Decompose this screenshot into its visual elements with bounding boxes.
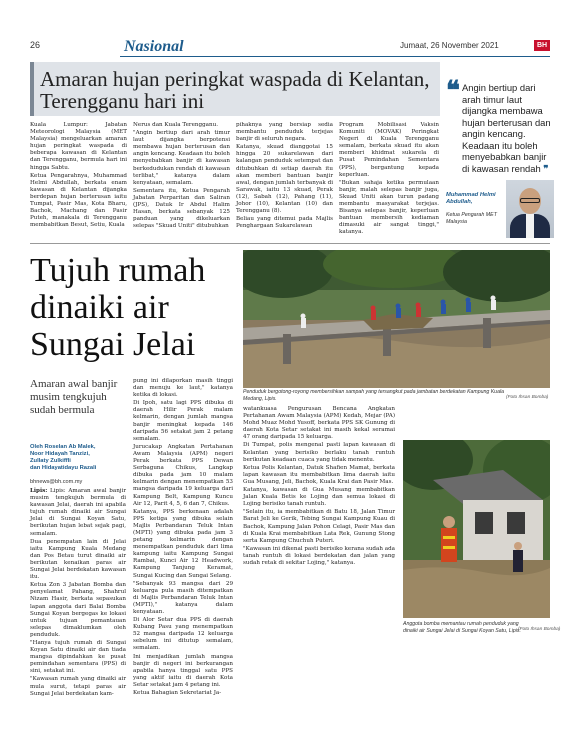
photo2-caption: Anggota bomba memantau rumah penduduk yang dinaiki air Sungai Jelai di Sungai Koyan Satu, Lipis. [403,621,521,634]
paragraph: Beliau yang ditemui pada Majlis Penghargaan Sukarelawan [236,216,333,230]
section-title: Nasional [124,38,184,55]
lead-text: Lipis: Amaran awal banjir musim tengkujuh bermula di kawasan Jelai, daerah ini apabila tujuh rumah dinaiki air Sungai Jelai di Sungai Koyan Satu, berikutan hujan lebat sejak pagi, semalam. [30,488,126,537]
paragraph: "Bukan sahaja ketika permulaan banjir, malah selepas banjir juga, Skuad Uniti akan turun padang membantu masyarakat terjejas. Bisanya selepas banjir, keperluan bantuan membersih kediaman dimasuki air sangat tinggi," katanya. [339,179,439,236]
main-story-col-1 [30,488,126,699]
quote-body: Angin bertiup dari arah timur laut dijangka membawa hujan berterusan dan angin kencang. Keadaan itu boleh menyebabkan banjir di kawasan rendah [462,82,551,174]
photo1-caption: Penduduk bergotong-royong membersihkan sampah yang tersangkut pada jambatan berdekatan Kampung Kuala Medang, Lipis. [243,389,504,402]
paragraph: Jurucakap Angkatan Pertahanan Awam Malaysia (APM) negeri Perak berkata PPS Dewan Serbaguna Chikus, Langkap dibuka pada jam 10 malam kelmarin dengan menempatkan 53 mangsa daripada 19 keluarga dari Kampung Belt, Kampung Kuncu Air 12, Parit 4, 5, 6 dan 7, Chikus. [133,443,233,507]
paragraph: Di Tumpat, polis mengenal pasti lapan kawasan di Kelantan yang berisiko berlaku tanah runtuh berikutan keadaan cuaca yang tidak menentu. [243,442,395,463]
quote-close-icon: ❞ [543,162,549,174]
paragraph: Ketua Zon 3 Jabatan Bomba dan penyelamat Pahang, Shahrul Nizam Hasir, berkata sepasukan lapan anggota dari Balai Bomba Sungai Koyan bergegas ke lokasi untuk tujuan pemantauan selepas dimaklumkan oleh penduduk. [30,582,126,638]
bh-logo: BH [534,40,550,51]
header-rule [120,56,550,57]
paragraph: Kuala Lumpur: Jabatan Meteorologi Malaysia (MET Malaysia) mengeluarkan amaran hujan peringkat waspada di beberapa kawasan di Kelantan dan Terengganu, bermula hari ini hingga Sabtu. [30,122,127,171]
top-story-col-3 [236,122,333,231]
top-story-col-4 [339,122,439,238]
issue-date: Jumaat, 26 November 2021 [400,41,499,50]
standfirst: Amaran awal banjir musim tengkujuh sudah bermula [30,378,118,416]
paragraph: Sementara itu, Ketua Pengarah Jabatan Perparitan dan Saliran (JPS), Datuk Ir Abdul Halim Hasan, berkata sebanyak 125 panduan yang dikeluarkan selepas "Skuad Uniti" ditubuhkan [133,187,230,230]
paragraph: Katanya, kawasan di Gua Musang membabitkan Jalan Kuala Betis ke Lojing dan semua lokasi di Lojing berisiko tanah runtuh. [243,487,395,508]
page-number: 26 [30,40,41,50]
paragraph: Di Ipoh, satu lagi PPS dibuka di daerah Hilir Perak malam kelmarin, dengan jumlah mangsa banjir meningkat kepada 146 daripada 56 setakat jam 2 petang semalam. [133,400,233,442]
paragraph: Ketua Polis Kelantan, Datuk Shafien Mamat, berkata lapan kawasan itu membabitkan lima daerah iaitu Gua Musang, Jeli, Bachok, Kuala Krai dan Pasir Mas. [243,464,395,485]
byline-line: dan Hidayatidayu Razali [30,465,97,471]
quote-role: Ketua Pengarah MET Malaysia [446,212,497,225]
top-story-col-1 [30,122,127,230]
paragraph: "Selain itu, ia membabitkan di Batu 18, Jalan Timur Barat Jeli ke Gerik, Tebing Sungai Kampung Kuau di Bachok, Kampung Jalan Pohon Celagi, Pasir Mas dan di Kuala Krai membabitkan Lata Rek, Gunung Stong serta Kampung Chuchuh Puteri. [243,509,395,544]
paragraph: pung ini dilaporkan masih tinggi dan menuju ke laut," katanya ketika di lokasi. [133,378,233,399]
page-header [0,0,580,56]
photo1-credit: (Foto Ihsan Bomba) [506,395,549,400]
quote-text [462,82,554,174]
paragraph: Ketua Bahagian Sekretariat Ja- [133,690,222,697]
byline-line: Noor Hidayah Tanzizi, [30,451,90,457]
paragraph: Di Alor Setar dua PPS di daerah Kubang Pasu yang menempatkan 52 mangsa daripada 12 keluarga sebelum ini ditutup semalam, semalam. [133,617,233,652]
pull-quote [446,62,552,238]
paragraph: Dua penempatan lain di Jelai iaitu Kampung Kuala Medang dan Pos Betau turut dinaiki air berikutan kenaikan paras air Sungai Jelai berdekatan kawasan itu. [30,538,126,581]
paragraph: "Hanya tujuh rumah di Sungai Koyan Satu dinaiki air dan tiada mangsa dipindahkan ke pusat pemindahan sementara (PPS) di sini, setakat ini. [30,639,126,675]
paragraph: Program Mobilisasi Vaksin Komuniti (MOVAK) Peringkat Negeri di Kuala Terengganu semalam, berkata skuad itu akan memberi khidmat sukarela di Pusat Pemindahan Sementara (PPS), bergantung kepada keperluan. [339,122,439,178]
paragraph: "Kawasan rumah yang dinaiki air mula surut, tetapi paras air Sungai Jelai berdekatan kam- [30,676,126,697]
paragraph: "Angin bertiup dari arah timur laut dijangka berpotensi membawa hujan berterusan dan angin kencang. Keadaan itu boleh menyebabkan banjir di kawasan berkedudukan rendah di kawasan terlibat," katanya dalam kenyataan, semalam. [133,130,230,186]
paragraph: Ini menjadikan jumlah mangsa banjir di negeri ini berkurangan apabila hanya tinggal satu PPS yang aktif iaitu di daerah Kota Setar setakat jam 4 petang ini. [133,653,233,688]
paragraph [30,488,126,538]
bridge-cleanup-photo [243,250,550,388]
paragraph: Katanya, skuad dianggotai 15 hingga 20 sukarelawan dari kalangan penduduk setempat dan ditubuhkan di setiap daerah itu akan memberi bantuan banjir awal, dengan jumlah terbanyak di Sarawak, iaitu 13 skuad, Perak (12), Sabah (12), Pahang (11), Johor (10), Kelantan (10) dan Terengganu (8). [236,144,333,215]
main-story-col-2 [133,378,233,698]
section-divider [30,243,550,244]
paragraph: "Sebanyak 93 mangsa dari 29 keluarga pula masih ditempatkan di Majlis Perbandaran Teluk Intan (MPTI)," katanya dalam kenyataan. [133,580,233,615]
top-story-headline: Amaran hujan peringkat waspada di Kelantan, Terengganu hari ini [40,67,430,113]
author-email[interactable]: bhnews@bh.com.my [30,479,83,485]
paragraph: Ketua Pengarahnya, Muhammad Helmi Abdullah, berkata enam kawasan di Kelantan dijangka berdepan hujan berterusan iaitu Tumpat, Pasir Mas, Kota Bharu, Bachok, Machang dan Pasir Puteh, manakala di Terengganu membabitkan Besut, Setiu, Kuala [30,172,127,229]
paragraph: pihaknya yang bersiap sedia membantu penduduk terjejas banjir di seluruh negara. [236,122,333,143]
quote-open-icon: ❝ [446,76,460,105]
byline [30,444,122,472]
portrait-photo [506,180,554,238]
flooded-house-photo [403,440,550,618]
byline-line: Zullaty Zulkiffli [30,458,71,464]
photo2-credit: (Foto Ihsan Bomba) [518,627,561,632]
byline-line: Oleh Roselan Ab Malek, [30,444,96,450]
dateline: Lipis: [30,488,48,494]
top-story-col-2 [133,122,230,231]
quote-name: Muhammad Helmi Abdullah, [446,192,496,205]
main-story-col-3 [243,406,395,568]
paragraph: "Kawasan ini dikenal pasti berisiko kerana sudah ada tanah runtuh di lokasi berdekatan dan jalan yang sudah retak di sekitar Lojing," katanya. [243,545,395,566]
paragraph: Nerus dan Kuala Terengganu. [133,122,218,128]
main-story-headline: Tujuh rumah dinaiki air Sungai Jelai [30,252,206,363]
paragraph: Katanya, PPS berkenaan adalah PPS ketiga yang dibuka selain Majlis Perbandaran Teluk Intan (MPTI) yang dibuka pada jam 3 petang kelmarin dengan menempatkan penduduk dari lima kampung iaitu Kampung Sungai Rambai, Kunci Air 12 Headwork, Kampung Tanjung Keramat, Sungai Kucing dan Sungai Selang. [133,508,233,579]
paragraph: watankuasa Pengurusan Bencana Angkatan Pertahanan Awam Malaysia (APM) Kedah, Mejar (PA) Mohd Muaz Mohd Yusoff, berkata PPS SK Gunung di daerah Kota Setar setakat ini masih kekal seramai 47 orang daripada 15 keluarga. [243,406,395,441]
